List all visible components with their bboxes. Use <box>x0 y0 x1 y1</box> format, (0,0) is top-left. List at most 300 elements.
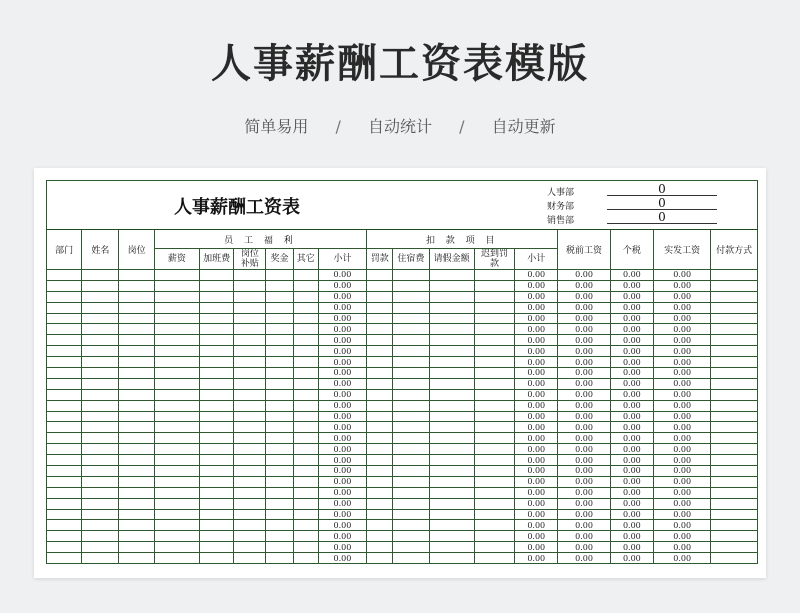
table-cell[interactable] <box>234 498 266 509</box>
cell-pretax[interactable]: 0.00 <box>558 444 610 455</box>
table-cell[interactable] <box>266 302 293 313</box>
cell-tax[interactable]: 0.00 <box>610 531 653 542</box>
table-cell[interactable] <box>47 531 82 542</box>
table-cell[interactable] <box>234 455 266 466</box>
table-cell[interactable] <box>154 455 199 466</box>
table-cell[interactable] <box>154 487 199 498</box>
table-cell[interactable] <box>429 291 474 302</box>
cell-pretax[interactable]: 0.00 <box>558 466 610 477</box>
table-cell[interactable] <box>393 411 429 422</box>
table-cell[interactable] <box>154 324 199 335</box>
table-cell[interactable] <box>234 302 266 313</box>
cell-deduction-subtotal[interactable]: 0.00 <box>515 487 558 498</box>
table-cell[interactable] <box>200 553 234 564</box>
table-cell[interactable] <box>119 346 154 357</box>
table-cell[interactable] <box>47 433 82 444</box>
table-cell[interactable] <box>393 422 429 433</box>
cell-benefits-subtotal[interactable]: 0.00 <box>318 378 366 389</box>
table-cell[interactable] <box>393 509 429 520</box>
table-cell[interactable] <box>429 520 474 531</box>
cell-benefits-subtotal[interactable]: 0.00 <box>318 498 366 509</box>
table-cell[interactable] <box>293 302 318 313</box>
cell-tax[interactable]: 0.00 <box>610 487 653 498</box>
table-cell[interactable] <box>47 324 82 335</box>
cell-net[interactable]: 0.00 <box>653 346 710 357</box>
table-cell[interactable] <box>234 509 266 520</box>
table-cell[interactable] <box>266 542 293 553</box>
table-cell[interactable] <box>474 498 514 509</box>
table-cell[interactable] <box>266 313 293 324</box>
cell-deduction-subtotal[interactable]: 0.00 <box>515 455 558 466</box>
cell-net[interactable]: 0.00 <box>653 302 710 313</box>
table-cell[interactable] <box>293 466 318 477</box>
table-cell[interactable] <box>393 378 429 389</box>
cell-deduction-subtotal[interactable]: 0.00 <box>515 498 558 509</box>
table-cell[interactable] <box>393 542 429 553</box>
cell-net[interactable]: 0.00 <box>653 378 710 389</box>
table-cell[interactable] <box>119 280 154 291</box>
cell-benefits-subtotal[interactable]: 0.00 <box>318 346 366 357</box>
table-cell[interactable] <box>393 466 429 477</box>
cell-pretax[interactable]: 0.00 <box>558 553 610 564</box>
table-cell[interactable] <box>154 280 199 291</box>
table-cell[interactable] <box>119 455 154 466</box>
table-cell[interactable] <box>474 476 514 487</box>
table-cell[interactable] <box>266 553 293 564</box>
cell-tax[interactable]: 0.00 <box>610 346 653 357</box>
cell-benefits-subtotal[interactable]: 0.00 <box>318 357 366 368</box>
table-cell[interactable] <box>367 498 393 509</box>
cell-deduction-subtotal[interactable]: 0.00 <box>515 335 558 346</box>
cell-tax[interactable]: 0.00 <box>610 368 653 379</box>
table-cell[interactable] <box>119 302 154 313</box>
table-cell[interactable] <box>154 422 199 433</box>
table-cell[interactable] <box>234 553 266 564</box>
table-cell[interactable] <box>429 498 474 509</box>
cell-benefits-subtotal[interactable]: 0.00 <box>318 313 366 324</box>
table-cell[interactable] <box>393 553 429 564</box>
cell-pretax[interactable]: 0.00 <box>558 411 610 422</box>
table-cell[interactable] <box>429 466 474 477</box>
table-cell[interactable] <box>234 346 266 357</box>
cell-tax[interactable]: 0.00 <box>610 422 653 433</box>
cell-benefits-subtotal[interactable]: 0.00 <box>318 487 366 498</box>
cell-tax[interactable]: 0.00 <box>610 509 653 520</box>
table-cell[interactable] <box>293 346 318 357</box>
table-cell[interactable] <box>393 531 429 542</box>
table-cell[interactable] <box>119 433 154 444</box>
table-cell[interactable] <box>393 433 429 444</box>
table-cell[interactable] <box>711 302 758 313</box>
table-cell[interactable] <box>234 368 266 379</box>
table-cell[interactable] <box>154 411 199 422</box>
table-cell[interactable] <box>200 357 234 368</box>
table-cell[interactable] <box>200 324 234 335</box>
cell-net[interactable]: 0.00 <box>653 324 710 335</box>
table-cell[interactable] <box>200 520 234 531</box>
table-cell[interactable] <box>234 433 266 444</box>
table-cell[interactable] <box>200 270 234 281</box>
cell-deduction-subtotal[interactable]: 0.00 <box>515 531 558 542</box>
cell-tax[interactable]: 0.00 <box>610 335 653 346</box>
table-cell[interactable] <box>119 411 154 422</box>
cell-deduction-subtotal[interactable]: 0.00 <box>515 542 558 553</box>
table-cell[interactable] <box>711 313 758 324</box>
table-cell[interactable] <box>367 520 393 531</box>
cell-deduction-subtotal[interactable]: 0.00 <box>515 411 558 422</box>
table-cell[interactable] <box>82 487 119 498</box>
cell-pretax[interactable]: 0.00 <box>558 368 610 379</box>
cell-tax[interactable]: 0.00 <box>610 520 653 531</box>
table-cell[interactable] <box>711 280 758 291</box>
table-cell[interactable] <box>82 455 119 466</box>
table-cell[interactable] <box>429 509 474 520</box>
table-cell[interactable] <box>234 520 266 531</box>
cell-deduction-subtotal[interactable]: 0.00 <box>515 368 558 379</box>
table-cell[interactable] <box>711 553 758 564</box>
cell-tax[interactable]: 0.00 <box>610 498 653 509</box>
table-cell[interactable] <box>82 520 119 531</box>
table-cell[interactable] <box>82 542 119 553</box>
table-cell[interactable] <box>429 302 474 313</box>
table-cell[interactable] <box>200 313 234 324</box>
table-cell[interactable] <box>154 291 199 302</box>
table-cell[interactable] <box>367 433 393 444</box>
table-cell[interactable] <box>367 531 393 542</box>
table-cell[interactable] <box>711 389 758 400</box>
table-cell[interactable] <box>429 346 474 357</box>
table-cell[interactable] <box>234 487 266 498</box>
cell-net[interactable]: 0.00 <box>653 487 710 498</box>
cell-benefits-subtotal[interactable]: 0.00 <box>318 422 366 433</box>
table-cell[interactable] <box>293 291 318 302</box>
table-cell[interactable] <box>474 335 514 346</box>
table-cell[interactable] <box>200 466 234 477</box>
cell-tax[interactable]: 0.00 <box>610 389 653 400</box>
table-cell[interactable] <box>711 291 758 302</box>
cell-pretax[interactable]: 0.00 <box>558 509 610 520</box>
table-cell[interactable] <box>293 455 318 466</box>
table-cell[interactable] <box>367 389 393 400</box>
table-cell[interactable] <box>293 411 318 422</box>
table-cell[interactable] <box>154 433 199 444</box>
table-cell[interactable] <box>474 389 514 400</box>
table-cell[interactable] <box>82 498 119 509</box>
table-cell[interactable] <box>47 466 82 477</box>
table-cell[interactable] <box>474 313 514 324</box>
table-cell[interactable] <box>47 498 82 509</box>
dept-value[interactable]: 0 <box>607 183 717 196</box>
table-cell[interactable] <box>293 378 318 389</box>
cell-tax[interactable]: 0.00 <box>610 400 653 411</box>
table-cell[interactable] <box>154 476 199 487</box>
table-cell[interactable] <box>266 455 293 466</box>
cell-deduction-subtotal[interactable]: 0.00 <box>515 433 558 444</box>
cell-tax[interactable]: 0.00 <box>610 476 653 487</box>
table-cell[interactable] <box>429 378 474 389</box>
table-cell[interactable] <box>711 466 758 477</box>
table-cell[interactable] <box>367 466 393 477</box>
cell-pretax[interactable]: 0.00 <box>558 378 610 389</box>
cell-benefits-subtotal[interactable]: 0.00 <box>318 509 366 520</box>
table-cell[interactable] <box>429 335 474 346</box>
table-cell[interactable] <box>82 302 119 313</box>
table-cell[interactable] <box>234 324 266 335</box>
table-cell[interactable] <box>429 531 474 542</box>
table-cell[interactable] <box>293 487 318 498</box>
table-cell[interactable] <box>367 378 393 389</box>
cell-tax[interactable]: 0.00 <box>610 291 653 302</box>
cell-net[interactable]: 0.00 <box>653 455 710 466</box>
table-cell[interactable] <box>711 368 758 379</box>
table-cell[interactable] <box>82 422 119 433</box>
cell-benefits-subtotal[interactable]: 0.00 <box>318 553 366 564</box>
cell-pretax[interactable]: 0.00 <box>558 487 610 498</box>
cell-deduction-subtotal[interactable]: 0.00 <box>515 357 558 368</box>
table-cell[interactable] <box>429 368 474 379</box>
table-cell[interactable] <box>367 455 393 466</box>
table-cell[interactable] <box>154 357 199 368</box>
table-cell[interactable] <box>393 302 429 313</box>
table-cell[interactable] <box>119 324 154 335</box>
table-cell[interactable] <box>200 444 234 455</box>
table-cell[interactable] <box>711 378 758 389</box>
cell-net[interactable]: 0.00 <box>653 498 710 509</box>
table-cell[interactable] <box>293 324 318 335</box>
table-cell[interactable] <box>393 487 429 498</box>
cell-net[interactable]: 0.00 <box>653 542 710 553</box>
cell-deduction-subtotal[interactable]: 0.00 <box>515 270 558 281</box>
table-cell[interactable] <box>711 542 758 553</box>
table-cell[interactable] <box>293 280 318 291</box>
table-cell[interactable] <box>234 411 266 422</box>
cell-tax[interactable]: 0.00 <box>610 302 653 313</box>
table-cell[interactable] <box>711 270 758 281</box>
cell-deduction-subtotal[interactable]: 0.00 <box>515 389 558 400</box>
dept-value[interactable]: 0 <box>607 197 717 210</box>
cell-tax[interactable]: 0.00 <box>610 270 653 281</box>
table-cell[interactable] <box>82 466 119 477</box>
table-cell[interactable] <box>429 270 474 281</box>
cell-benefits-subtotal[interactable]: 0.00 <box>318 466 366 477</box>
table-cell[interactable] <box>154 509 199 520</box>
table-cell[interactable] <box>82 280 119 291</box>
table-cell[interactable] <box>367 400 393 411</box>
cell-pretax[interactable]: 0.00 <box>558 357 610 368</box>
table-cell[interactable] <box>47 313 82 324</box>
table-cell[interactable] <box>266 476 293 487</box>
table-cell[interactable] <box>367 487 393 498</box>
cell-deduction-subtotal[interactable]: 0.00 <box>515 520 558 531</box>
table-cell[interactable] <box>234 444 266 455</box>
table-cell[interactable] <box>47 280 82 291</box>
table-cell[interactable] <box>393 335 429 346</box>
table-cell[interactable] <box>234 313 266 324</box>
table-cell[interactable] <box>266 389 293 400</box>
table-cell[interactable] <box>119 542 154 553</box>
table-cell[interactable] <box>393 346 429 357</box>
table-cell[interactable] <box>367 280 393 291</box>
table-cell[interactable] <box>119 466 154 477</box>
table-cell[interactable] <box>266 509 293 520</box>
table-cell[interactable] <box>367 542 393 553</box>
table-cell[interactable] <box>82 368 119 379</box>
table-cell[interactable] <box>266 487 293 498</box>
cell-pretax[interactable]: 0.00 <box>558 302 610 313</box>
cell-tax[interactable]: 0.00 <box>610 466 653 477</box>
table-cell[interactable] <box>154 531 199 542</box>
table-cell[interactable] <box>367 444 393 455</box>
table-cell[interactable] <box>200 389 234 400</box>
table-cell[interactable] <box>47 335 82 346</box>
table-cell[interactable] <box>200 531 234 542</box>
cell-benefits-subtotal[interactable]: 0.00 <box>318 302 366 313</box>
table-cell[interactable] <box>367 411 393 422</box>
table-cell[interactable] <box>119 509 154 520</box>
table-cell[interactable] <box>47 291 82 302</box>
table-cell[interactable] <box>82 313 119 324</box>
table-cell[interactable] <box>200 400 234 411</box>
table-cell[interactable] <box>234 422 266 433</box>
table-cell[interactable] <box>234 378 266 389</box>
table-cell[interactable] <box>293 498 318 509</box>
table-cell[interactable] <box>429 476 474 487</box>
table-cell[interactable] <box>393 291 429 302</box>
table-cell[interactable] <box>47 553 82 564</box>
table-cell[interactable] <box>82 433 119 444</box>
table-cell[interactable] <box>154 400 199 411</box>
cell-pretax[interactable]: 0.00 <box>558 389 610 400</box>
table-cell[interactable] <box>234 476 266 487</box>
table-cell[interactable] <box>429 357 474 368</box>
table-cell[interactable] <box>82 553 119 564</box>
cell-benefits-subtotal[interactable]: 0.00 <box>318 324 366 335</box>
table-cell[interactable] <box>293 509 318 520</box>
table-cell[interactable] <box>82 357 119 368</box>
cell-net[interactable]: 0.00 <box>653 520 710 531</box>
table-cell[interactable] <box>154 542 199 553</box>
table-cell[interactable] <box>474 422 514 433</box>
table-cell[interactable] <box>234 531 266 542</box>
table-cell[interactable] <box>266 291 293 302</box>
table-cell[interactable] <box>200 433 234 444</box>
table-cell[interactable] <box>429 444 474 455</box>
table-cell[interactable] <box>47 509 82 520</box>
table-cell[interactable] <box>266 422 293 433</box>
table-cell[interactable] <box>474 455 514 466</box>
table-cell[interactable] <box>119 368 154 379</box>
table-cell[interactable] <box>293 389 318 400</box>
table-cell[interactable] <box>119 313 154 324</box>
table-cell[interactable] <box>429 389 474 400</box>
cell-pretax[interactable]: 0.00 <box>558 542 610 553</box>
table-cell[interactable] <box>429 400 474 411</box>
table-cell[interactable] <box>367 270 393 281</box>
table-cell[interactable] <box>393 498 429 509</box>
table-cell[interactable] <box>429 324 474 335</box>
table-cell[interactable] <box>293 553 318 564</box>
cell-benefits-subtotal[interactable]: 0.00 <box>318 433 366 444</box>
cell-deduction-subtotal[interactable]: 0.00 <box>515 422 558 433</box>
cell-pretax[interactable]: 0.00 <box>558 422 610 433</box>
table-cell[interactable] <box>429 280 474 291</box>
cell-pretax[interactable]: 0.00 <box>558 520 610 531</box>
table-cell[interactable] <box>266 433 293 444</box>
table-cell[interactable] <box>200 455 234 466</box>
table-cell[interactable] <box>393 324 429 335</box>
table-cell[interactable] <box>429 542 474 553</box>
cell-pretax[interactable]: 0.00 <box>558 280 610 291</box>
table-cell[interactable] <box>200 302 234 313</box>
table-cell[interactable] <box>474 270 514 281</box>
cell-deduction-subtotal[interactable]: 0.00 <box>515 400 558 411</box>
cell-pretax[interactable]: 0.00 <box>558 346 610 357</box>
table-cell[interactable] <box>711 476 758 487</box>
table-cell[interactable] <box>474 302 514 313</box>
table-cell[interactable] <box>154 368 199 379</box>
cell-benefits-subtotal[interactable]: 0.00 <box>318 400 366 411</box>
table-cell[interactable] <box>293 357 318 368</box>
cell-net[interactable]: 0.00 <box>653 280 710 291</box>
table-cell[interactable] <box>393 280 429 291</box>
table-cell[interactable] <box>711 357 758 368</box>
table-cell[interactable] <box>234 335 266 346</box>
cell-pretax[interactable]: 0.00 <box>558 455 610 466</box>
table-cell[interactable] <box>393 455 429 466</box>
table-cell[interactable] <box>47 542 82 553</box>
table-cell[interactable] <box>47 520 82 531</box>
table-cell[interactable] <box>82 335 119 346</box>
table-cell[interactable] <box>82 476 119 487</box>
cell-pretax[interactable]: 0.00 <box>558 313 610 324</box>
cell-net[interactable]: 0.00 <box>653 553 710 564</box>
table-cell[interactable] <box>119 553 154 564</box>
table-cell[interactable] <box>266 346 293 357</box>
table-cell[interactable] <box>474 444 514 455</box>
table-cell[interactable] <box>266 378 293 389</box>
cell-tax[interactable]: 0.00 <box>610 444 653 455</box>
table-cell[interactable] <box>119 498 154 509</box>
table-cell[interactable] <box>474 509 514 520</box>
table-cell[interactable] <box>367 346 393 357</box>
table-cell[interactable] <box>474 411 514 422</box>
table-cell[interactable] <box>119 520 154 531</box>
table-cell[interactable] <box>154 444 199 455</box>
table-cell[interactable] <box>711 444 758 455</box>
table-cell[interactable] <box>429 313 474 324</box>
table-cell[interactable] <box>393 389 429 400</box>
table-cell[interactable] <box>200 487 234 498</box>
cell-pretax[interactable]: 0.00 <box>558 498 610 509</box>
table-cell[interactable] <box>711 346 758 357</box>
table-cell[interactable] <box>82 509 119 520</box>
cell-benefits-subtotal[interactable]: 0.00 <box>318 291 366 302</box>
table-cell[interactable] <box>266 270 293 281</box>
cell-pretax[interactable]: 0.00 <box>558 335 610 346</box>
table-cell[interactable] <box>293 313 318 324</box>
table-cell[interactable] <box>82 411 119 422</box>
table-cell[interactable] <box>474 487 514 498</box>
table-cell[interactable] <box>47 422 82 433</box>
table-cell[interactable] <box>266 466 293 477</box>
table-cell[interactable] <box>367 476 393 487</box>
table-cell[interactable] <box>266 400 293 411</box>
table-cell[interactable] <box>393 270 429 281</box>
table-cell[interactable] <box>154 466 199 477</box>
cell-tax[interactable]: 0.00 <box>610 542 653 553</box>
cell-tax[interactable]: 0.00 <box>610 324 653 335</box>
cell-benefits-subtotal[interactable]: 0.00 <box>318 270 366 281</box>
